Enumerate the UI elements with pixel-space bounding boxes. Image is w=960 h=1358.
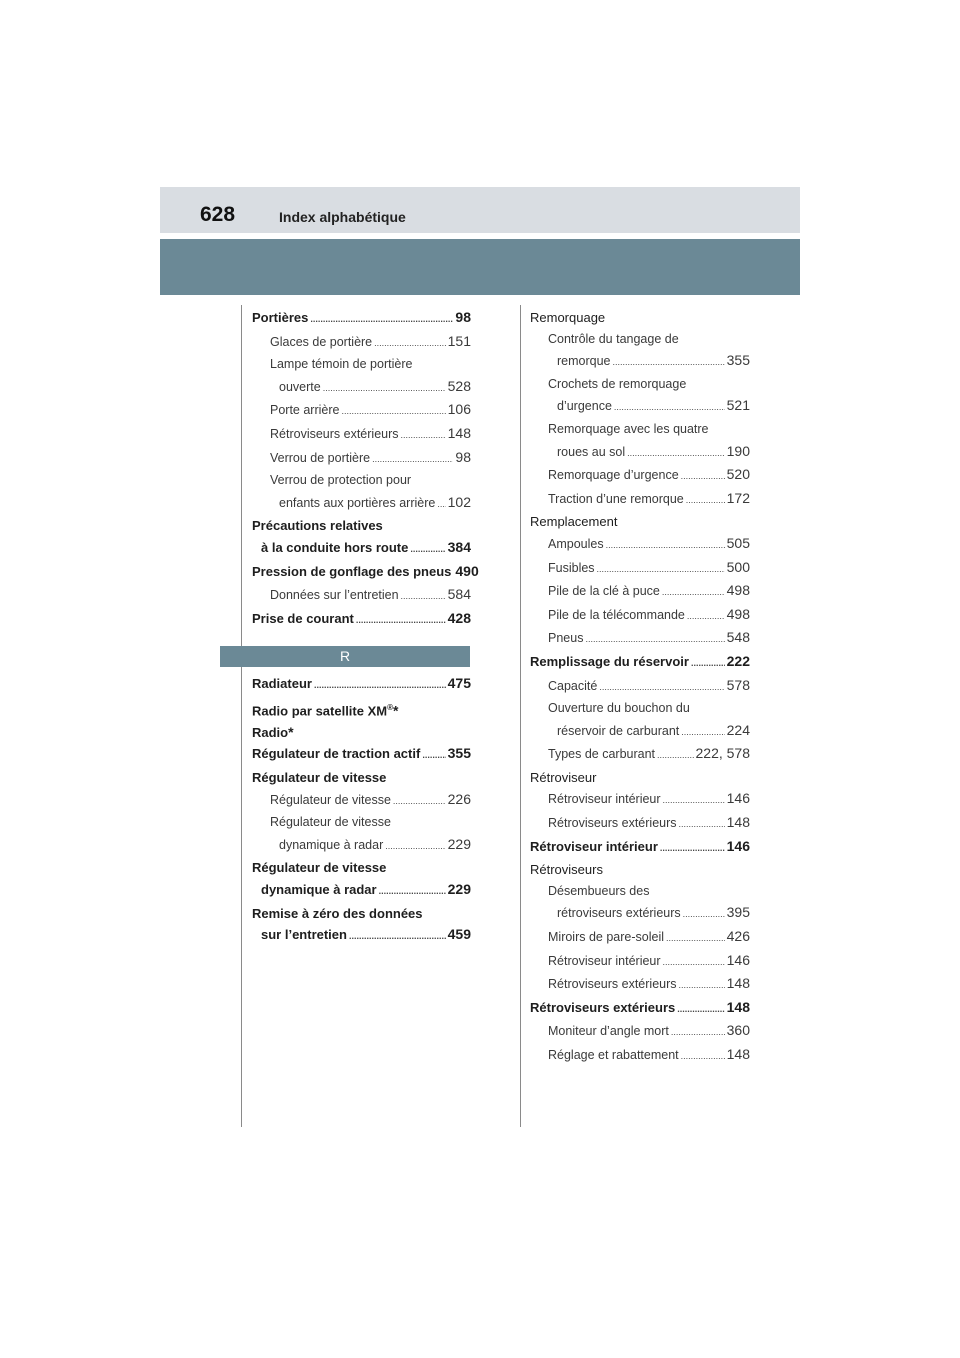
index-entry	[252, 515, 471, 537]
page-reference[interactable]: 172	[726, 489, 750, 506]
page-reference[interactable]: 384	[447, 538, 471, 555]
page-reference[interactable]: 151	[447, 332, 471, 349]
index-entry	[530, 511, 750, 533]
page-reference[interactable]: 548	[726, 629, 750, 646]
index-entry	[530, 307, 750, 329]
index-entry	[530, 997, 750, 1021]
dot-leader	[437, 494, 445, 516]
page-reference[interactable]: 148	[726, 998, 750, 1015]
right-column	[530, 307, 750, 1068]
page-reference[interactable]: 428	[447, 609, 471, 626]
index-entry-label: Radio par satellite XM	[252, 703, 388, 719]
dot-leader	[614, 397, 725, 419]
index-entry-label: Rétroviseur intérieur	[530, 838, 658, 854]
index-entry	[252, 767, 471, 789]
index-entry	[530, 395, 750, 419]
dot-leader	[613, 352, 725, 374]
page-reference[interactable]: 224	[726, 721, 750, 738]
index-entry-label: Rétroviseurs	[530, 862, 603, 878]
index-entry-label: réservoir de carburant	[557, 723, 680, 738]
index-entry	[252, 307, 471, 331]
index-entry	[530, 902, 750, 926]
index-entry	[252, 857, 471, 879]
dot-leader	[681, 1046, 725, 1068]
dot-leader	[662, 582, 725, 604]
index-entry-label: roues au sol	[557, 444, 626, 459]
dot-leader	[585, 629, 724, 651]
page-reference[interactable]: 146	[726, 790, 750, 807]
index-entry	[530, 464, 750, 488]
index-entry	[530, 627, 750, 651]
index-entry	[252, 423, 471, 447]
index-entry	[252, 697, 471, 722]
page-reference[interactable]: 190	[726, 442, 750, 459]
dot-leader	[657, 745, 693, 767]
index-group-r-continued	[530, 307, 750, 1068]
index-entry-label: Remplacement	[530, 514, 618, 530]
page-reference[interactable]: 229	[447, 835, 471, 852]
index-entry-label: Régulateur de vitesse	[252, 770, 387, 786]
page-reference[interactable]: 98	[455, 309, 471, 325]
dot-leader	[385, 836, 445, 858]
index-entry	[530, 881, 750, 903]
dot-leader	[691, 653, 725, 675]
index-entry-label: Pile de la télécommande	[548, 607, 685, 622]
index-entry	[530, 533, 750, 557]
page-reference[interactable]: 222	[726, 652, 750, 669]
index-entry-label: dynamique à radar	[279, 837, 384, 852]
index-entry-label: enfants aux portières arrière	[279, 495, 436, 510]
index-entry-label: Pile de la clé à puce	[548, 584, 660, 599]
index-entry	[530, 950, 750, 974]
index-entry-label: Réglage et rabattement	[548, 1048, 679, 1062]
dot-leader	[627, 443, 725, 465]
left-column	[252, 307, 479, 948]
index-entry-label: Remorquage	[530, 310, 606, 325]
index-entry	[530, 720, 750, 744]
dot-leader	[597, 559, 725, 581]
page-reference[interactable]: 355	[447, 745, 471, 762]
index-entry	[252, 673, 471, 697]
dot-leader	[599, 677, 724, 699]
index-entry	[530, 836, 750, 860]
dot-leader	[422, 745, 445, 767]
dot-leader	[687, 606, 725, 628]
index-entry-label: ouverte	[279, 379, 321, 394]
page-reference[interactable]: 148	[447, 424, 471, 441]
dot-leader	[606, 535, 725, 557]
index-entry	[252, 584, 471, 608]
page-reference[interactable]: 229	[447, 880, 471, 897]
index-entry	[252, 331, 471, 355]
index-entry-label: Radiateur	[252, 676, 312, 692]
index-entry	[530, 973, 750, 997]
index-entry	[252, 492, 471, 516]
index-entry	[252, 447, 471, 471]
index-entry-label: rétroviseurs extérieurs	[557, 906, 681, 921]
dot-leader	[681, 722, 724, 744]
dot-leader	[393, 791, 446, 813]
index-entry	[252, 608, 471, 632]
index-entry	[530, 767, 750, 789]
index-entry-label: sur l’entretien	[261, 927, 347, 943]
index-entry	[530, 580, 750, 604]
page-reference[interactable]: 528	[447, 377, 471, 394]
dot-leader	[666, 928, 725, 950]
index-entry	[530, 419, 750, 441]
dot-leader	[663, 952, 725, 974]
index-entry-label: dynamique à radar	[261, 881, 377, 897]
index-entry	[252, 903, 471, 925]
dot-leader	[349, 926, 446, 948]
index-entry-label: Traction d’une remorque	[548, 491, 684, 506]
dot-leader	[341, 401, 445, 423]
page-reference[interactable]: 505	[726, 534, 750, 551]
asterisk-note: *	[393, 702, 399, 719]
index-entry-label: Types de carburant	[548, 747, 656, 762]
page-reference[interactable]: 226	[447, 790, 471, 807]
index-entry-label: Pression de gonflage des pneus	[252, 563, 452, 579]
index-entry-label: Prise de courant	[252, 610, 354, 626]
index-entry	[252, 561, 479, 585]
dot-leader	[310, 309, 453, 331]
index-entry	[530, 651, 750, 675]
index-entry	[252, 812, 471, 834]
index-entry-label: Verrou de protection pour	[270, 473, 412, 488]
page-reference[interactable]: 520	[726, 466, 750, 483]
page-reference[interactable]: 146	[726, 951, 750, 968]
index-entry-label: Crochets de remorquage	[548, 376, 687, 391]
asterisk-note: *	[288, 723, 294, 740]
index-entry-label: Contrôle du tangage de	[548, 331, 679, 346]
index-entry-label: Ouverture du bouchon du	[548, 701, 690, 716]
index-entry	[252, 879, 471, 903]
decorative-band	[160, 239, 800, 295]
index-entry	[530, 788, 750, 812]
index-entry	[530, 1020, 750, 1044]
index-entry-label: Rétroviseur intérieur	[548, 792, 661, 807]
index-entry-label: Remorquage d’urgence	[548, 468, 679, 483]
dot-leader	[679, 814, 725, 836]
page-reference[interactable]: 500	[726, 558, 750, 575]
index-entry-label: Ampoules	[548, 536, 604, 551]
index-entry-label: Désembueurs des	[548, 883, 650, 898]
dot-leader	[401, 586, 446, 608]
index-group-r	[252, 673, 471, 947]
page-reference[interactable]: 148	[726, 1046, 750, 1062]
index-entry-label: Rétroviseurs extérieurs	[548, 977, 677, 992]
page-reference[interactable]: 148	[726, 975, 750, 992]
dot-leader	[679, 975, 725, 997]
index-entry-label: Miroirs de pare-soleil	[548, 930, 665, 945]
index-entry-label: Régulateur de traction actif	[252, 746, 421, 762]
index-entry	[530, 604, 750, 628]
index-entry-label: Précautions relatives	[252, 518, 383, 534]
index-entry	[530, 698, 750, 720]
index-entry-label: Glaces de portière	[270, 334, 373, 349]
index-entry-label: Données sur l’entretien	[270, 588, 399, 603]
index-entry	[252, 834, 471, 858]
section-title: Index alphabétique	[279, 209, 406, 225]
index-entry-label: Moniteur d’angle mort	[548, 1024, 669, 1039]
page-reference[interactable]: 475	[447, 675, 471, 692]
index-entry-label: à la conduite hors route	[261, 539, 409, 555]
page-reference[interactable]: 459	[447, 926, 471, 943]
index-entry-label: Rétroviseur intérieur	[548, 953, 661, 968]
index-entry-label: Verrou de portière	[270, 450, 371, 465]
page-reference[interactable]: 146	[726, 837, 750, 854]
dot-leader	[660, 838, 725, 860]
dot-leader	[374, 333, 446, 355]
header-bar	[160, 187, 800, 233]
index-entry	[530, 1044, 750, 1068]
index-entry	[530, 329, 750, 351]
page-reference[interactable]: 222, 578	[695, 745, 750, 762]
dot-leader	[686, 490, 725, 512]
page-reference[interactable]: 106	[447, 401, 471, 418]
index-entry-label: Remise à zéro des données	[252, 905, 423, 921]
index-entry	[252, 470, 471, 492]
page-reference[interactable]: 98	[455, 448, 471, 465]
index-entry	[530, 374, 750, 396]
index-entry	[530, 926, 750, 950]
middle-column-rule	[520, 305, 521, 1127]
index-entry	[252, 924, 471, 948]
page-reference[interactable]: 584	[447, 586, 471, 603]
page-reference[interactable]: 148	[726, 814, 750, 831]
dot-leader	[663, 790, 725, 812]
letter-band-r: R	[220, 646, 470, 667]
dot-leader	[379, 881, 446, 903]
index-entry-label: Remorquage avec les quatre	[548, 421, 709, 436]
registered-mark: ®	[387, 702, 393, 712]
index-entry-label: Régulateur de vitesse	[270, 792, 391, 807]
index-entry	[252, 537, 471, 561]
index-entry	[530, 859, 750, 881]
index-entry-label: Remplissage du réservoir	[530, 653, 689, 669]
index-entry-label: Lampe témoin de portière	[270, 357, 413, 372]
page-reference[interactable]: 355	[726, 352, 750, 369]
dot-leader	[323, 378, 446, 400]
page-number: 628	[200, 203, 236, 226]
index-entry	[252, 789, 471, 813]
page-reference[interactable]: 360	[726, 1022, 750, 1039]
left-column-rule	[241, 305, 242, 1127]
index-entry-label: Rétroviseurs extérieurs	[270, 426, 399, 441]
index-entry-label: Rétroviseurs extérieurs	[530, 999, 676, 1015]
index-entry	[530, 441, 750, 465]
index-entry-label: Porte arrière	[270, 403, 340, 418]
index-entry	[530, 350, 750, 374]
dot-leader	[671, 1022, 725, 1044]
index-entry-label: remorque	[557, 354, 611, 369]
dot-leader	[683, 904, 725, 926]
page-reference[interactable]: 490	[455, 562, 479, 579]
page-reference[interactable]: 426	[726, 928, 750, 945]
index-entry-label: Rétroviseur	[530, 769, 597, 785]
page-reference[interactable]: 521	[726, 397, 750, 414]
index-entry	[530, 557, 750, 581]
index-entry	[252, 722, 471, 744]
dot-leader	[677, 999, 724, 1021]
index-group-p	[252, 307, 479, 631]
index-entry	[530, 488, 750, 512]
index-entry	[252, 376, 471, 400]
dot-leader	[401, 425, 446, 447]
page-reference[interactable]: 498	[726, 605, 750, 622]
index-entry-label: Capacité	[548, 678, 598, 693]
dot-leader	[681, 466, 725, 488]
index-entry	[530, 812, 750, 836]
dot-leader	[372, 449, 453, 471]
index-entry	[530, 743, 750, 767]
index-entry	[530, 675, 750, 699]
index-entry-label: Pneus	[548, 631, 584, 646]
index-entry-label: Fusibles	[548, 560, 595, 575]
dot-leader	[410, 539, 445, 561]
page-reference[interactable]: 102	[447, 493, 471, 510]
index-entry	[252, 399, 471, 423]
index-entry-label: Radio	[252, 724, 289, 740]
index-entry-label: Rétroviseurs extérieurs	[548, 816, 677, 831]
page-reference[interactable]: 498	[726, 582, 750, 599]
page-reference[interactable]: 578	[726, 676, 750, 693]
index-entry	[252, 743, 471, 767]
index-entry-label: Régulateur de vitesse	[252, 860, 387, 876]
dot-leader	[356, 610, 446, 632]
dot-leader	[314, 675, 446, 697]
index-entry-label: Portières	[252, 310, 309, 325]
index-entry-label: Régulateur de vitesse	[270, 815, 391, 830]
index-entry	[252, 354, 471, 376]
page-reference[interactable]: 395	[726, 904, 750, 921]
index-entry-label: d’urgence	[557, 399, 612, 414]
